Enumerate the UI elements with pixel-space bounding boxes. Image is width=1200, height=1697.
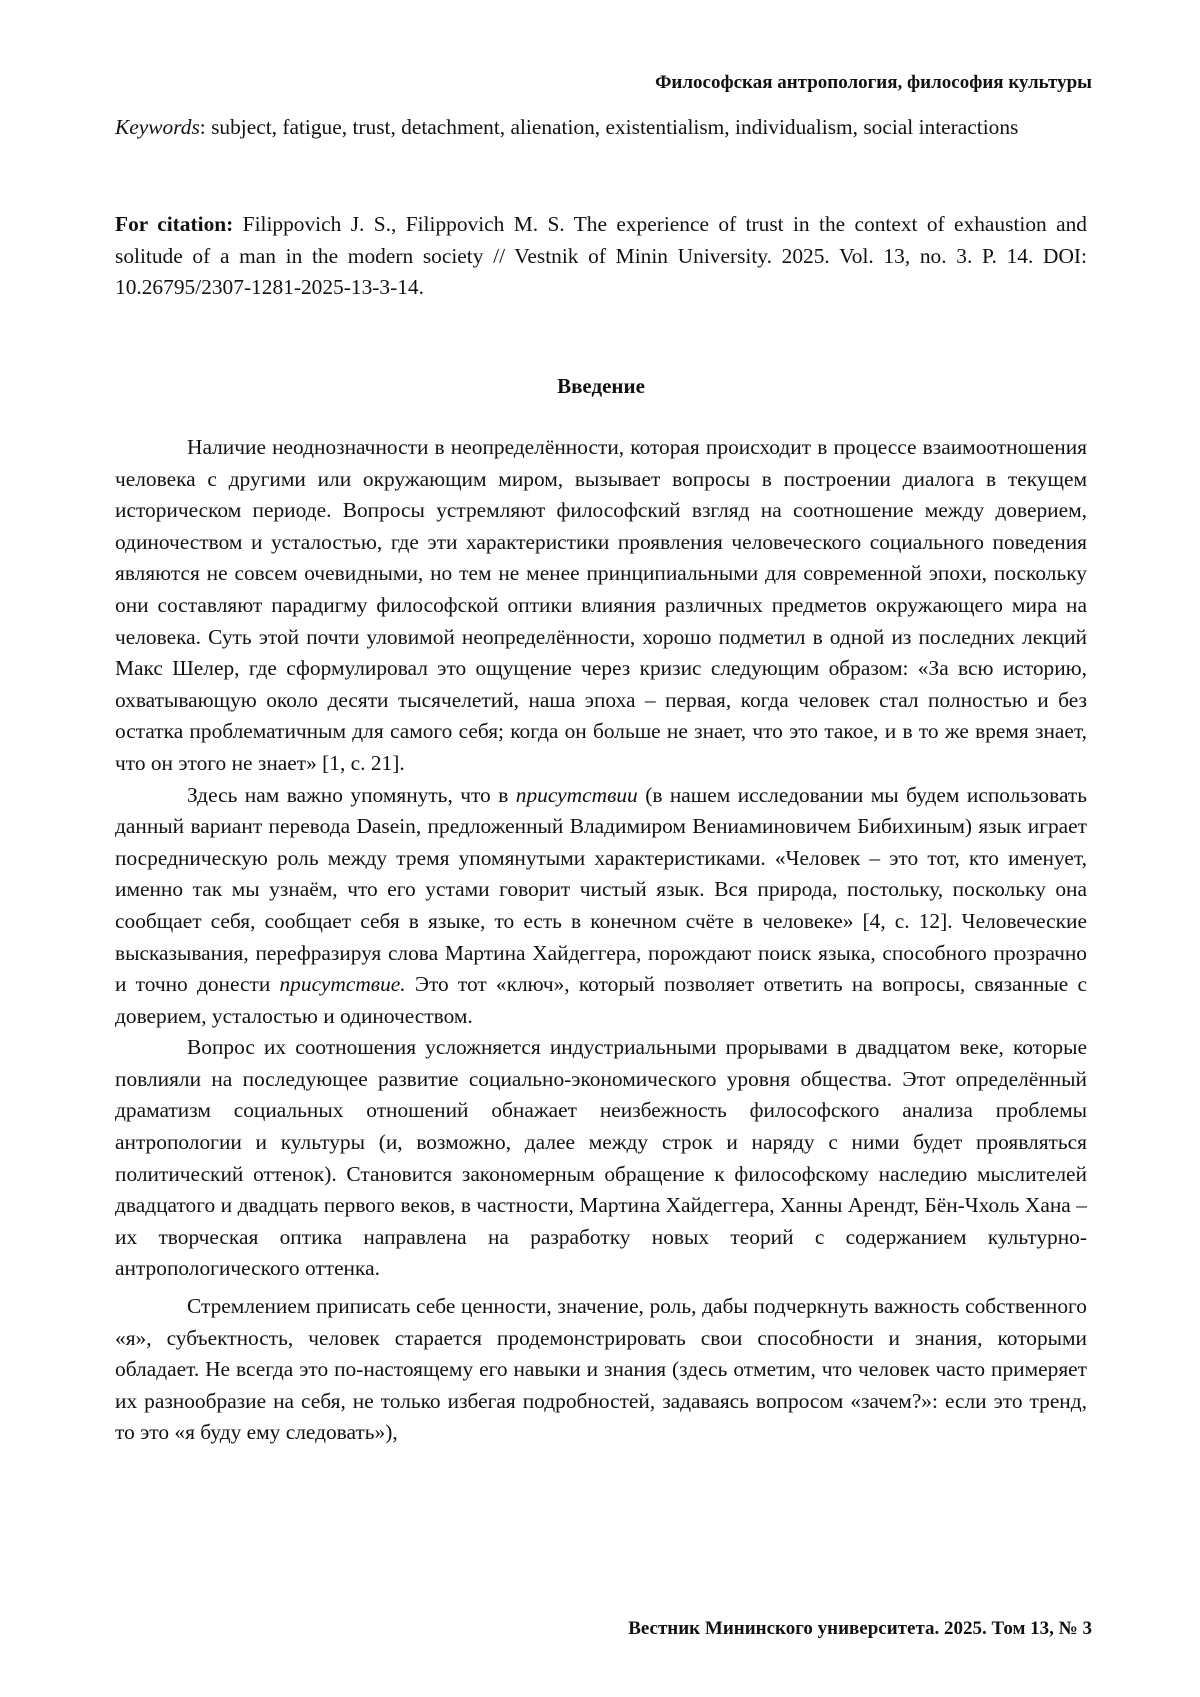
section-heading-introduction: Введение: [557, 374, 645, 398]
body-text: [115, 432, 1087, 1449]
term-presence-italic-2: присутствие.: [279, 972, 406, 997]
paragraph-3: Вопрос их соотношения усложняется индустриальными прорывами в двадцатом веке, которые повлияли на последующее развитие социально-экономического уровня общества. Этот определённый драматизм социальных отношений обнажает неизбежность философского анализа проблемы антропологии и культуры (и, возможно, далее между строк и наряду с ними будет проявляться политический оттенок). Становится закономерным обращение к философскому наследию мыслителей двадцатого и двадцать первого веков, в частности, Мартина Хайдеггера, Ханны Арендт, Бён-Чхоль Хана – их творческая оптика направлена на разработку новых теорий с содержанием культурно-антропологического оттенка.: [115, 1035, 1087, 1281]
citation-paragraph: [115, 209, 1087, 304]
paragraph-1: Наличие неоднозначности в неопределённости, которая происходит в процессе взаимоотношения человека с другими или окружающим миром, вызывает вопросы в построении диалога в текущем историческом периоде. Вопросы устремляют философский взгляд на соотношение между доверием, одиночеством и усталостью, где эти характеристики проявления человеческого социального поведения являются не совсем очевидными, но тем не менее принципиальными для современной эпохи, поскольку они составляют парадигму философской оптики влияния различных предметов окружающего мира на человека. Суть этой почти уловимой неопределённости, хорошо подметил в одной из последних лекций Макс Шелер, где сформулировал это ощущение через кризис следующим образом: «За всю историю, охватывающую около десяти тысячелетий, наша эпоха – первая, когда человек стал полностью и без остатка проблематичным для самого себя; когда он больше не знает, что это такое, и в то же время знает, что он этого не знает» [1, с. 21].: [115, 435, 1087, 775]
paragraph-2-part-e: Это тот «ключ», который позволяет ответить на вопросы, связанные с доверием, усталостью и одиночеством.: [115, 972, 1087, 1028]
keywords-text: subject, fatigue, trust, detachment, alienation, existentialism, individualism, social interactions: [211, 115, 1019, 139]
paragraph-2-part-c: (в нашем исследовании мы будем использовать данный вариант перевода Dasein, предложенный Владимиром Вениаминовичем Бибихиным) язык играет посредническую роль между тремя упомянутыми характеристиками. «Человек – это тот, кто именует, именно так мы узнаём, что его устами говорит чистый язык. Вся природа, постольку, поскольку она сообщает себя, сообщает себя в языке, то есть в конечном счёте в человеке» [4, с. 12]. Человеческие высказывания, перефразируя слова Мартина Хайдеггера, порождают поиск языка, способного прозрачно и точно донести: [115, 782, 1087, 997]
paragraph-2: [115, 780, 1087, 1033]
citation-label: For citation:: [115, 212, 234, 236]
running-header-title: Философская антропология, философия культуры: [655, 72, 1092, 93]
keywords-separator: :: [199, 115, 212, 139]
running-footer-journal: Вестник Мининского университета. 2025. Том 13, № 3: [628, 1618, 1092, 1639]
paragraph-2-part-a: Здесь нам важно упомянуть, что в: [187, 782, 516, 807]
keywords-label: Keywords: [115, 115, 200, 139]
citation-text: Filippovich J. S., Filippovich M. S. The experience of trust in the context of exhaustion and solitude of a man in the modern society // Vestnik of Minin University. 2025. Vol. 13, no. 3. P. 14. DOI: 10.26795/2307-1281-2025-13-3-14.: [115, 212, 1087, 300]
term-presence-italic: присутствии: [515, 782, 638, 807]
paragraph-4: Стремлением приписать себе ценности, значение, роль, дабы подчеркнуть важность собственного «я», субъектность, человек старается продемонстрировать свои способности и знания, которыми обладает. Не всегда это по-настоящему его навыки и знания (здесь отметим, что человек часто примеряет их разнообразие на себя, не только избегая подробностей, задаваясь вопросом «зачем?»: если это тренд, то это «я буду ему следовать»),: [115, 1294, 1087, 1445]
keywords-block: [115, 112, 1087, 144]
citation-block: [115, 209, 1087, 304]
keywords-paragraph: [115, 112, 1087, 144]
